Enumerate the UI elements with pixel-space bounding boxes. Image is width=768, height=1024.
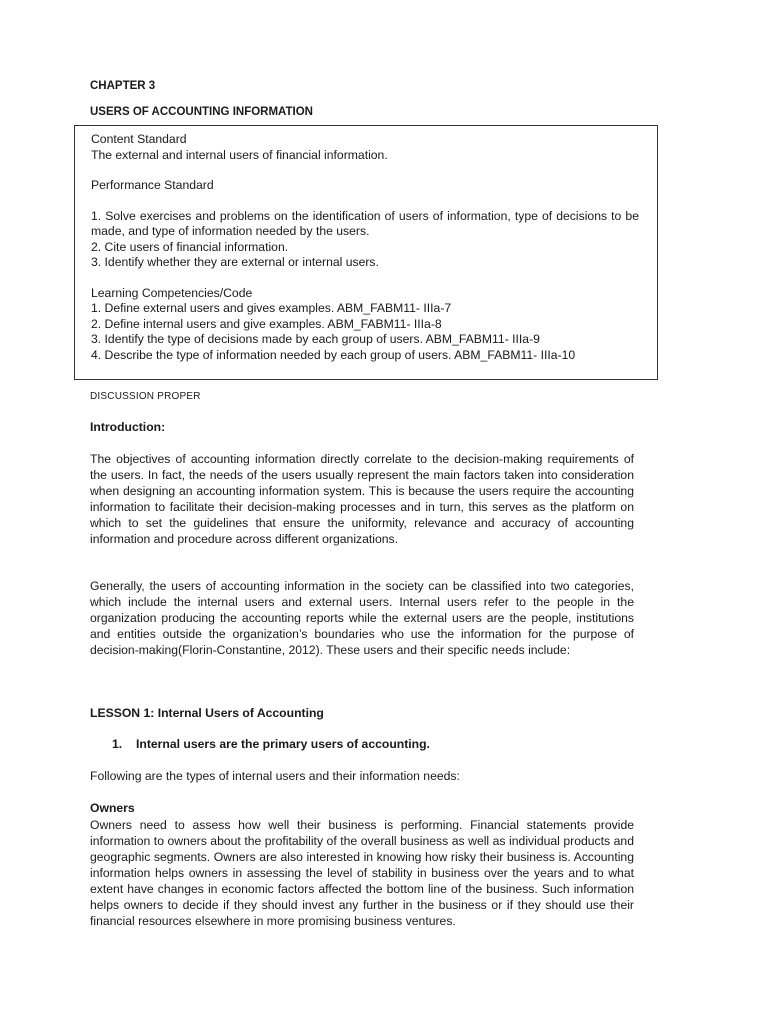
introduction-paragraph-1: The objectives of accounting information directly correlate to the decision-making requirements of the users. In fact, the needs of the users usually represent the main factors taken into consideration when designing an accounting information system. This is because the users require the accounting information to facilitate their decision-making processes and in turn, this serves as the platform on which to set the guidelines that ensure the uniformity, relevance and accuracy of accounting information and procedure across different organizations. (90, 452, 634, 546)
standards-box (74, 125, 658, 380)
content-standard-text: The external and internal users of financial information. (91, 147, 388, 162)
discussion-label: DISCUSSION PROPER (90, 391, 201, 402)
introduction-heading: Introduction: (90, 420, 166, 434)
owners-heading: Owners (90, 801, 135, 815)
performance-item: 2. Cite users of financial information. (91, 239, 289, 254)
lesson-heading: LESSON 1: Internal Users of Accounting (90, 706, 324, 720)
competencies-label: Learning Competencies/Code (91, 285, 253, 300)
competency-item: 4. Describe the type of information needed by each group of users. ABM_FABM11- IIIa-10 (91, 347, 576, 362)
chapter-label: CHAPTER 3 (90, 80, 156, 92)
list-item-text: Internal users are the primary users of accounting. (136, 737, 430, 751)
standards-box-content (91, 132, 639, 363)
list-item-number: 1. (112, 737, 123, 751)
competency-item: 2. Define internal users and give examples. ABM_FABM11- IIIa-8 (91, 316, 442, 331)
competency-item: 1. Define external users and gives examples. ABM_FABM11- IIIa-7 (91, 301, 452, 315)
lesson-list-item (112, 737, 430, 751)
performance-standard-label: Performance Standard (91, 178, 214, 192)
performance-item: 3. Identify whether they are external or internal users. (91, 255, 379, 269)
introduction-paragraph-2: Generally, the users of accounting information in the society can be classified into two categories, which include the internal users and external users. Internal users refer to the people in the organization producing the accounting reports while the external users are the people, institutions and entities outside the organization’s boundaries who use the information for the purpose of decision-making(Florin-Constantine, 2012). These users and their specific needs include: (90, 579, 634, 657)
competency-item: 3. Identify the type of decisions made by each group of users. ABM_FABM11- IIIa-9 (91, 332, 540, 346)
content-standard-label: Content Standard (91, 132, 187, 146)
performance-item: 1. Solve exercises and problems on the identification of users of information, type of decisions to be made, and type of information needed by the users. (91, 208, 639, 238)
following-text: Following are the types of internal users and their information needs: (90, 769, 460, 783)
owners-paragraph: Owners need to assess how well their business is performing. Financial statements provide information to owners about the profitability of the overall business as well as individual products and geographic segments. Owners are also interested in knowing how risky their business is. Accounting information helps owners in assessing the level of stability in business over the years and to what extent have changes in economic factors affected the bottom line of the business. Such information helps owners to decide if they should invest any further in the business or if they should use their financial resources elsewhere in more promising business ventures. (90, 818, 634, 928)
page-header (90, 78, 634, 120)
chapter-title: USERS OF ACCOUNTING INFORMATION (90, 106, 313, 118)
